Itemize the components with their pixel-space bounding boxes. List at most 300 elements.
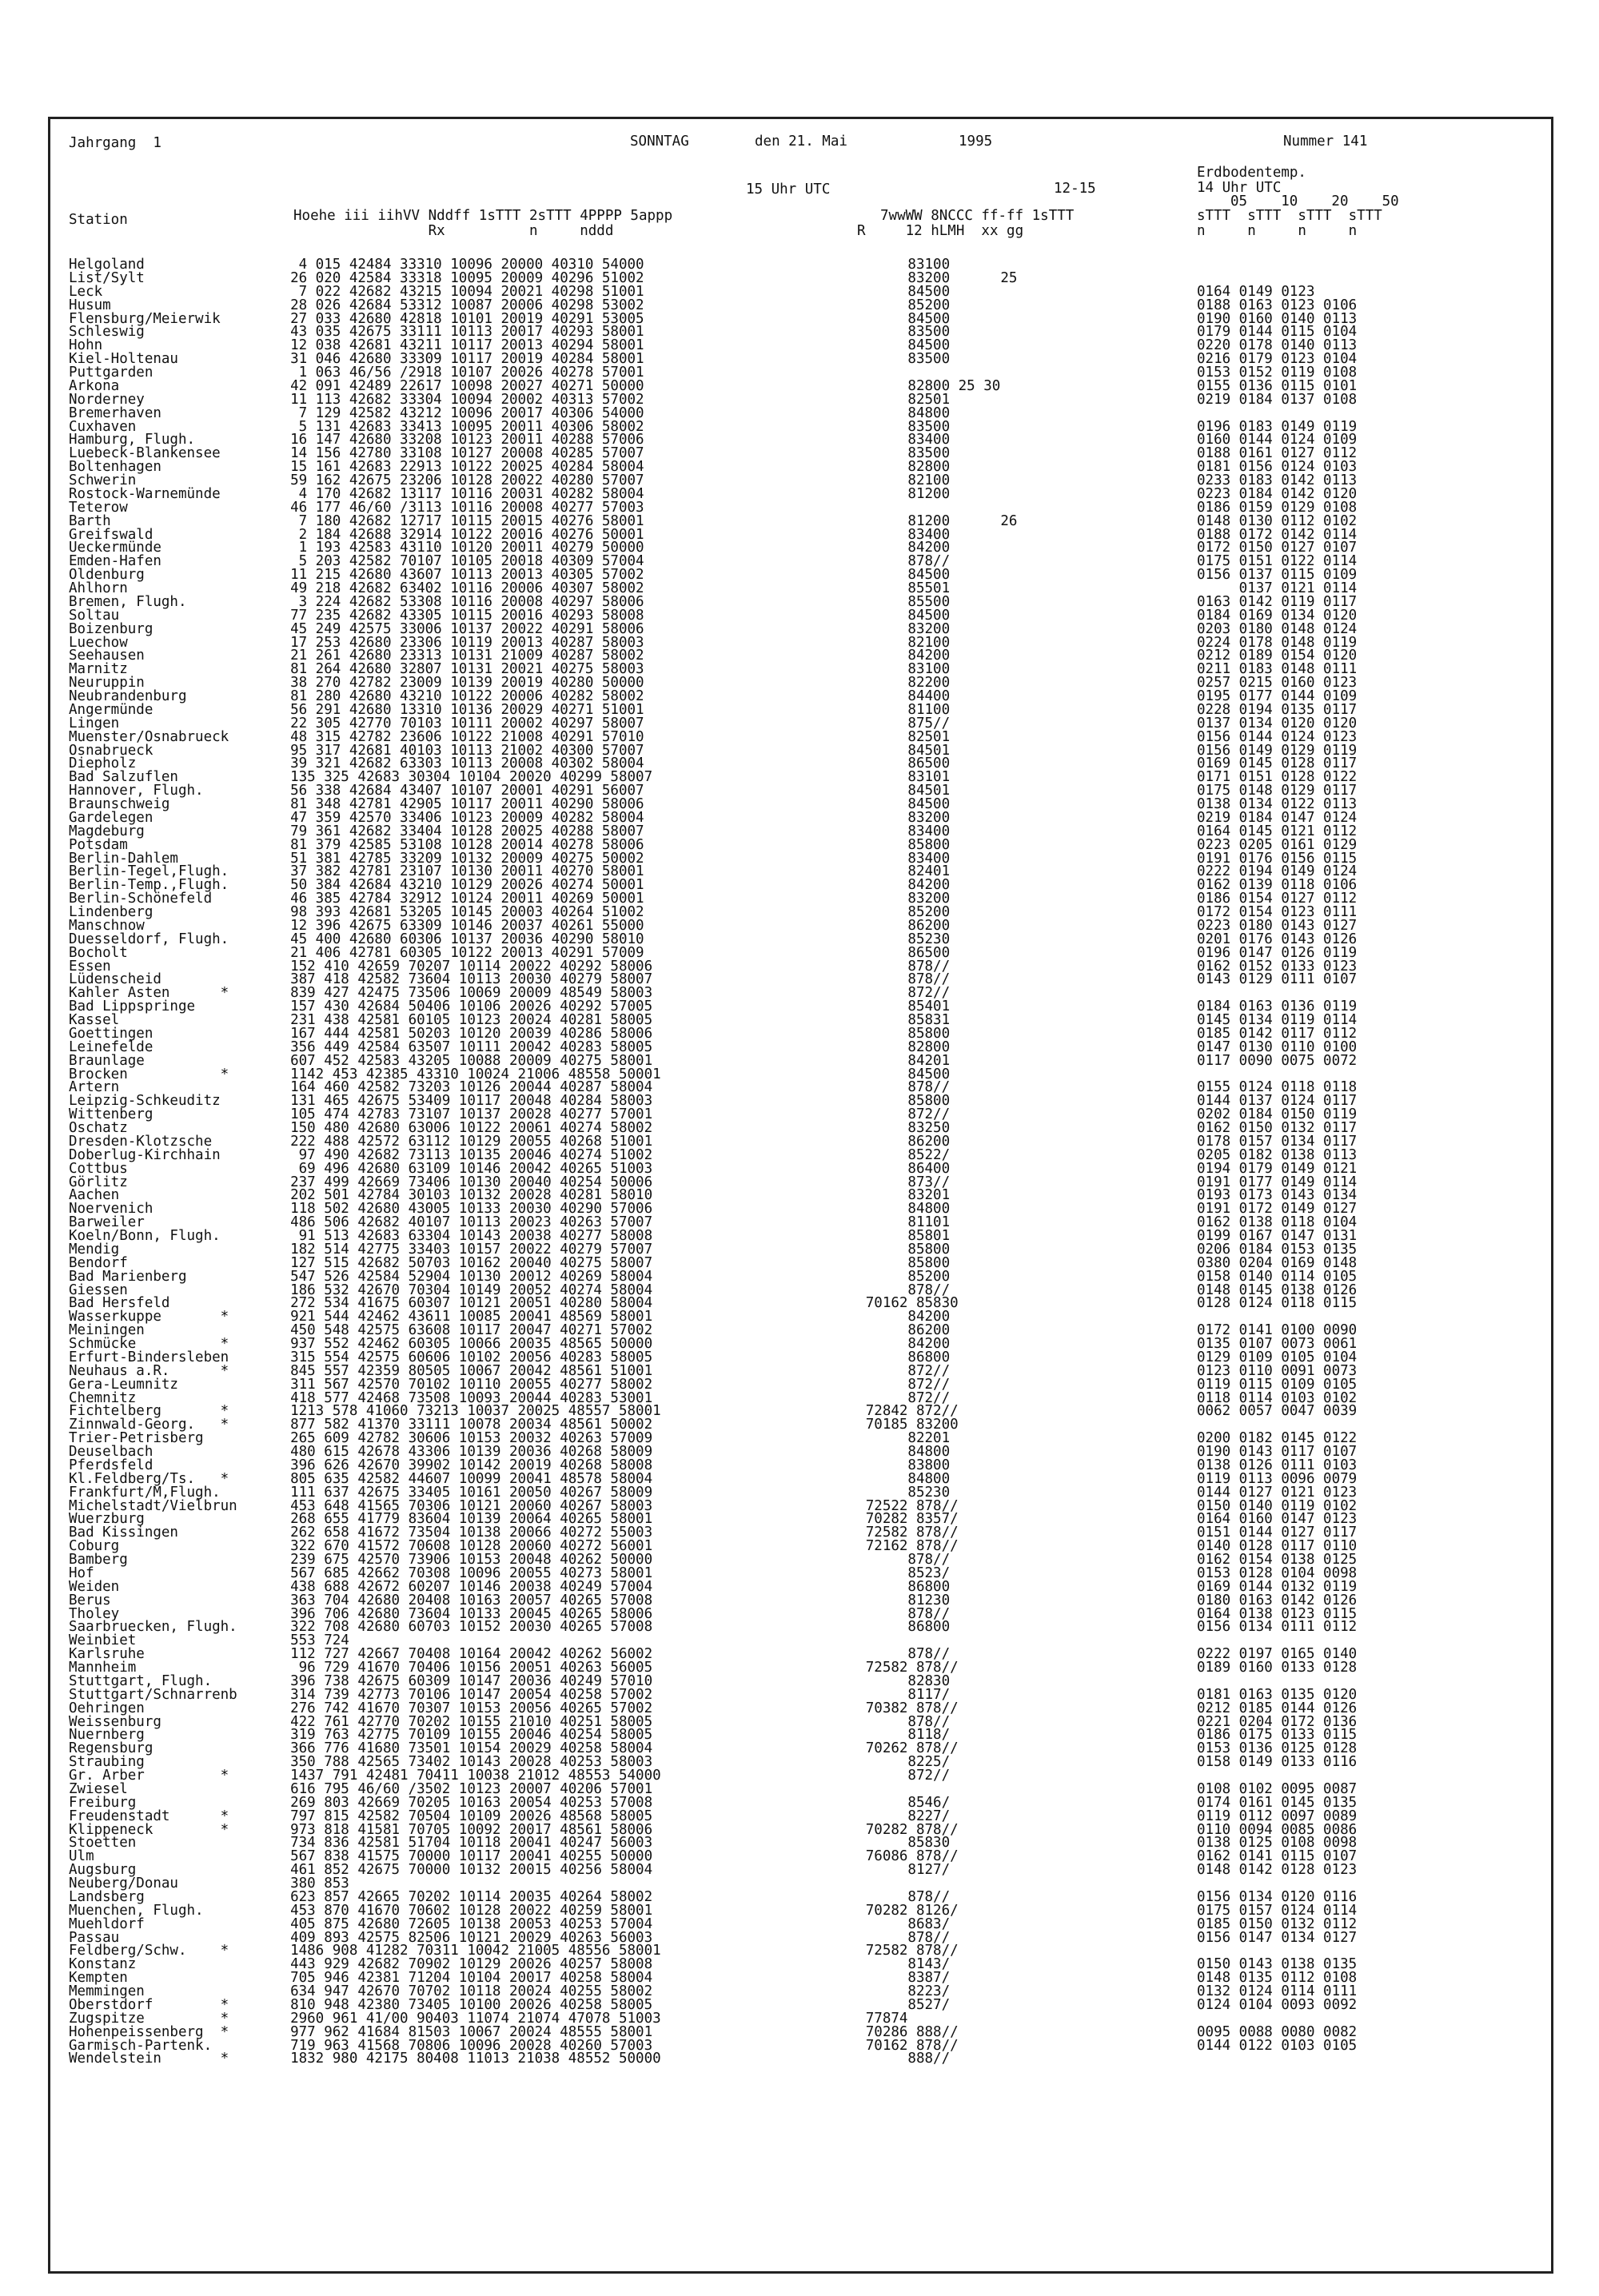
main-data-row: 95 317 42681 40103 10113 21002 40300 57007	[273, 742, 644, 759]
soil-temp-row: 0095 0088 0080 0082	[1197, 2023, 1358, 2040]
soil-temp-title: Erdbodentemp.	[1197, 165, 1306, 181]
station-name: Greifswald	[69, 526, 154, 543]
weather-data-row: 70162 85830	[807, 1295, 959, 1312]
main-data-row: 12 038 42681 43211 10117 20013 40294 58001	[273, 337, 644, 354]
soil-temp-row: 0160 0144 0124 0109	[1197, 432, 1358, 448]
weather-data-row: 72842 872//	[807, 1403, 959, 1420]
station-name: Neuruppin	[69, 675, 145, 692]
weather-data-row: 86400	[807, 1160, 951, 1177]
station-name: Mannheim	[69, 1660, 137, 1676]
station-name: Wendelstein *	[69, 2051, 229, 2067]
station-name: List/Sylt	[69, 269, 145, 286]
station-name: Giessen	[69, 1282, 128, 1298]
soil-temp-row: 0162 0152 0133 0123	[1197, 958, 1358, 975]
main-data-row: 27 033 42680 42818 10101 20019 40291 53005	[273, 310, 644, 327]
weather-data-row: 85800	[807, 1241, 951, 1258]
station-name: Puttgarden	[69, 365, 154, 381]
station-name: Essen	[69, 958, 111, 975]
station-name: Bad Kissingen	[69, 1525, 178, 1541]
weather-data-row: 82800	[807, 1038, 951, 1055]
station-name: Trier-Petrisberg	[69, 1430, 204, 1447]
station-name: Garmisch-Partenk.	[69, 2037, 213, 2054]
weather-data-row: 8127/	[807, 1862, 951, 1879]
weather-data-row: 85800	[807, 1093, 951, 1110]
soil-temp-row: 0135 0107 0073 0061	[1197, 1336, 1358, 1352]
weather-data-row: 872//	[807, 985, 951, 1002]
station-name: Tholey	[69, 1605, 120, 1622]
main-data-row: 396 626 42670 39902 10142 20019 40268 58008	[273, 1457, 653, 1473]
soil-temp-row: 0223 0180 0143 0127	[1197, 917, 1358, 934]
weather-data-row: 8227/	[807, 1808, 951, 1824]
weather-data-row: 83400	[807, 850, 951, 867]
weather-data-row: 84500	[807, 310, 951, 327]
main-data-row: 319 763 42775 70109 10155 20046 40254 58005	[273, 1727, 653, 1744]
main-data-row: 97 490 42682 73113 10135 20046 40274 51002	[273, 1146, 653, 1163]
soil-temp-row: 0212 0185 0144 0126	[1197, 1700, 1358, 1716]
station-name: Straubing	[69, 1754, 145, 1771]
main-data-row: 7 022 42682 43215 10094 20021 40298 51001	[273, 283, 644, 300]
station-name: Bremerhaven	[69, 405, 161, 421]
station-name: Saarbruecken, Flugh.	[69, 1619, 237, 1636]
station-name: Freudenstadt *	[69, 1808, 229, 1824]
weather-data-row: 878//	[807, 1282, 951, 1298]
soil-temp-row: 0108 0102 0095 0087	[1197, 1780, 1358, 1797]
weather-data-row: 82800	[807, 459, 951, 476]
station-name: Ulm	[69, 1848, 94, 1865]
station-name: Klippeneck *	[69, 1821, 229, 1838]
main-data-row: 553 724	[273, 1632, 349, 1649]
main-data-row: 1437 791 42481 70411 10038 21012 48553 54000	[273, 1768, 661, 1784]
soil-temp-row: 0222 0197 0165 0140	[1197, 1646, 1358, 1663]
main-data-row: 450 548 42575 63608 10117 20047 40271 57002	[273, 1322, 653, 1339]
main-data-row: 59 162 42675 23206 10128 20022 40280 57007	[273, 472, 644, 488]
station-name: Stuttgart, Flugh.	[69, 1672, 213, 1689]
weather-data-row: 872//	[807, 1362, 951, 1379]
main-data-row: 182 514 42775 33403 10157 20022 40279 57007	[273, 1241, 653, 1258]
soil-temp-row: 0153 0152 0119 0108	[1197, 365, 1358, 381]
main-data-row: 56 338 42684 43407 10107 20001 40291 56007	[273, 783, 644, 799]
weather-data-row: 84200	[807, 540, 951, 556]
station-name: Zugspitze *	[69, 2010, 229, 2027]
main-data-row: 486 506 42682 40107 10113 20023 40263 57007	[273, 1214, 653, 1231]
weather-data-row: 8683/	[807, 1915, 951, 1932]
main-data-row: 167 444 42581 50203 10120 20039 40286 58006	[273, 1025, 653, 1042]
weather-data-row: 82201	[807, 1430, 951, 1447]
period-label: 12-15	[1054, 181, 1096, 197]
station-name: Meiningen	[69, 1322, 145, 1339]
soil-temp-row: 0164 0138 0123 0115	[1197, 1605, 1358, 1622]
main-data-column	[273, 258, 661, 2066]
main-data-row: 443 929 42682 70902 10129 20026 40257 58008	[273, 1956, 653, 1973]
soil-temp-row: 0219 0184 0147 0124	[1197, 809, 1358, 826]
main-data-row: 839 427 42475 73506 10069 20009 48549 58003	[273, 985, 653, 1002]
issue-number: Nummer 141	[1283, 134, 1368, 149]
weather-data-row: 83500	[807, 324, 951, 341]
weather-data-row: 70282 8126/	[807, 1902, 959, 1919]
soil-temp-row: 0156 0144 0124 0123	[1197, 728, 1358, 745]
wx-header-2: 12 hLMH xx gg	[880, 223, 1024, 239]
main-data-row: 268 655 41779 83604 10139 20064 40265 58001	[273, 1511, 653, 1528]
weekday-label: SONNTAG	[630, 134, 689, 149]
main-data-row: 5 203 42582 70107 10105 20018 40309 57004	[273, 553, 644, 570]
station-name: Diepholz	[69, 755, 137, 772]
station-name: Leinefelde	[69, 1038, 154, 1055]
station-name: Leipzig-Schkeuditz	[69, 1093, 221, 1110]
station-name: Weissenburg	[69, 1713, 161, 1730]
main-data-row: 265 609 42782 30606 10153 20032 40263 57009	[273, 1430, 653, 1447]
station-name: Goettingen	[69, 1025, 154, 1042]
station-name: Kl.Feldberg/Ts. *	[69, 1470, 229, 1487]
soil-temp-row: 0216 0179 0123 0104	[1197, 351, 1358, 368]
station-name: Norderney	[69, 391, 145, 408]
weather-data-row: 872//	[807, 1389, 951, 1406]
station-name: Ahlhorn	[69, 580, 128, 596]
station-name: Boltenhagen	[69, 459, 161, 476]
main-data-row: 315 554 42575 60606 10102 20056 40283 58005	[273, 1349, 653, 1365]
soil-temp-row: 0202 0184 0150 0119	[1197, 1106, 1358, 1123]
date-label: den 21. Mai	[755, 134, 847, 149]
main-data-row: 56 291 42680 13310 10136 20029 40271 51001	[273, 701, 644, 718]
main-data-row: 202 501 42784 30103 10132 20028 40281 58010	[273, 1187, 653, 1204]
main-data-row: 46 177 46/60 /3113 10116 20008 40277 57003	[273, 499, 644, 516]
weather-data-row: 83250	[807, 1120, 951, 1136]
soil-temp-row	[1197, 407, 1357, 421]
weather-data-row: 84200	[807, 877, 951, 894]
weather-data-row: 86200	[807, 1133, 951, 1150]
station-name: Passau	[69, 1929, 120, 1946]
station-name: Nuernberg	[69, 1727, 145, 1744]
main-data-row: 112 727 42667 70408 10164 20042 40262 56002	[273, 1646, 653, 1663]
main-data-row: 222 488 42572 63112 10129 20055 40268 51001	[273, 1133, 653, 1150]
soil-temp-row: 0194 0179 0149 0121	[1197, 1160, 1358, 1177]
station-name: Schleswig	[69, 324, 145, 341]
station-name: Potsdam	[69, 836, 128, 853]
soil-temp-row: 0153 0136 0125 0128	[1197, 1740, 1358, 1757]
soil-temp-row: 0172 0150 0127 0107	[1197, 540, 1358, 556]
weather-data-row: 84800	[807, 1470, 951, 1487]
soil-temp-row: 0219 0184 0137 0108	[1197, 391, 1358, 408]
station-name: Soltau	[69, 607, 120, 624]
main-data-row: 239 675 42570 73906 10153 20048 40262 50000	[273, 1552, 653, 1568]
weather-data-row: 70286 888//	[807, 2023, 959, 2040]
main-data-row: 276 742 41670 70307 10153 20056 40265 57002	[273, 1700, 653, 1716]
main-data-row: 734 836 42581 51704 10118 20041 40247 56003	[273, 1835, 653, 1852]
weather-data-row: 81200	[807, 485, 951, 502]
soil-temp-row: 0222 0194 0149 0124	[1197, 863, 1358, 880]
station-name: Emden-Hafen	[69, 553, 161, 570]
station-name: Arkona	[69, 377, 120, 394]
soil-temp-row: 0137 0121 0114	[1197, 580, 1358, 596]
soil-temp-row: 0172 0141 0100 0090	[1197, 1322, 1358, 1339]
weather-data-row: 84800	[807, 405, 951, 421]
station-name: Landsberg	[69, 1888, 145, 1905]
station-name: Pferdsfeld	[69, 1457, 154, 1473]
weather-data-row: 81230	[807, 1592, 951, 1608]
soil-temp-row: 0137 0134 0120 0120	[1197, 715, 1358, 731]
station-name: Zwiesel	[69, 1780, 128, 1797]
weather-data-row: 878//	[807, 553, 951, 570]
main-data-row: 12 396 42675 63309 10146 20037 40261 55000	[273, 917, 644, 934]
weather-data-row: 72522 878//	[807, 1497, 959, 1514]
weather-data-row: 86500	[807, 944, 951, 961]
station-name: Berlin-Schönefeld	[69, 891, 213, 907]
station-name: Memmingen	[69, 1983, 145, 1999]
station-name: Helgoland	[69, 257, 145, 273]
main-data-row: 977 962 41684 81503 10067 20024 48555 58001	[273, 2023, 653, 2040]
station-name: Noervenich	[69, 1201, 154, 1218]
soil-temp-row: 0181 0163 0135 0120	[1197, 1686, 1358, 1703]
main-data-row: 1486 908 41282 70311 10042 21005 48556 58001	[273, 1943, 661, 1959]
main-data-row: 845 557 42359 80505 10067 20042 48561 51001	[273, 1362, 653, 1379]
station-name: Rostock-Warnemünde	[69, 485, 221, 502]
soil-temp-row: 0143 0129 0111 0107	[1197, 971, 1358, 988]
soil-temp-row: 0156 0134 0111 0112	[1197, 1619, 1358, 1636]
soil-temp-row: 0153 0128 0104 0098	[1197, 1565, 1358, 1581]
soil-temp-row: 0188 0161 0127 0112	[1197, 445, 1358, 462]
weather-data-row: 83400	[807, 526, 951, 543]
station-name: Oldenburg	[69, 567, 145, 584]
main-data-row: 7 129 42582 43212 10096 20017 40306 54000	[273, 405, 644, 421]
main-data-row: 164 460 42582 73203 10126 20044 40287 58004	[273, 1079, 653, 1096]
soil-temp-row: 0155 0136 0115 0101	[1197, 377, 1358, 394]
soil-temp-row: 0186 0154 0127 0112	[1197, 891, 1358, 907]
soil-temp-row: 0199 0167 0147 0131	[1197, 1228, 1358, 1244]
station-name: Braunlage	[69, 1052, 145, 1069]
main-data-row: 1832 980 42175 80408 11013 21038 48552 50000	[273, 2051, 661, 2067]
station-name: Dresden-Klotzsche	[69, 1133, 213, 1150]
soil-temp-row: 0175 0157 0124 0114	[1197, 1902, 1358, 1919]
main-data-row: 15 161 42683 22913 10122 20025 40284 58004	[273, 459, 644, 476]
main-data-row: 43 035 42675 33111 10113 20017 40293 58001	[273, 324, 644, 341]
weather-data-row: 888//	[807, 2051, 951, 2067]
main-data-row: 269 803 42669 70205 10163 20054 40253 57008	[273, 1794, 653, 1811]
weather-data-row: 84800	[807, 1201, 951, 1218]
weather-data-row: 84501	[807, 742, 951, 759]
main-data-row: 157 430 42684 50406 10106 20026 40292 57005	[273, 999, 653, 1015]
weather-data-row: 84201	[807, 1052, 951, 1069]
soil-temp-row: 0118 0114 0103 0102	[1197, 1389, 1358, 1406]
soil-temp-row: 0186 0159 0129 0108	[1197, 499, 1358, 516]
weather-data-row: 8117/	[807, 1686, 951, 1703]
station-name: Görlitz	[69, 1174, 128, 1190]
weather-data-row: 84501	[807, 783, 951, 799]
main-data-row: 805 635 42582 44607 10099 20041 48578 58004	[273, 1470, 653, 1487]
soil-temp-row: 0144 0127 0121 0123	[1197, 1484, 1358, 1501]
main-data-row: 322 670 41572 70608 10128 20060 40272 56001	[273, 1538, 653, 1555]
station-name: Lüdenscheid	[69, 971, 161, 988]
soil-temp-row: 0228 0194 0135 0117	[1197, 701, 1358, 718]
soil-temp-row: 0195 0177 0144 0109	[1197, 688, 1358, 704]
main-data-row: 231 438 42581 60105 10123 20024 40281 58005	[273, 1012, 653, 1028]
soil-temp-row: 0220 0178 0140 0113	[1197, 337, 1358, 354]
station-name: Zinnwald-Georg. *	[69, 1417, 229, 1433]
main-data-row: 152 410 42659 70207 10114 20022 40292 58006	[273, 958, 653, 975]
weather-data-row: 70282 8357/	[807, 1511, 959, 1528]
main-data-row: 422 761 42770 70202 10155 21010 40251 58005	[273, 1713, 653, 1730]
soil-temp-row: 0181 0156 0124 0103	[1197, 459, 1358, 476]
station-name: Luechow	[69, 634, 128, 651]
weather-data-row: 86200	[807, 917, 951, 934]
station-name: Augsburg	[69, 1862, 137, 1879]
soil-temp-time: 14 Uhr UTC	[1197, 180, 1282, 196]
main-data-row: 921 544 42462 43611 10085 20041 48569 58001	[273, 1309, 653, 1325]
soil-temp-row: 0163 0142 0119 0117	[1197, 593, 1358, 610]
weather-data-row: 85500	[807, 593, 951, 610]
main-data-row: 1 193 42583 43110 10120 20011 40279 50000	[273, 540, 644, 556]
station-name: Gr. Arber *	[69, 1768, 229, 1784]
station-name: Bendorf	[69, 1254, 128, 1271]
main-data-row: 1 063 46/56 /2918 10107 20026 40278 57001	[273, 365, 644, 381]
weather-data-row: 872//	[807, 1376, 951, 1393]
station-name: Muehldorf	[69, 1915, 145, 1932]
weather-data-row: 84500	[807, 283, 951, 300]
weather-data-row: 85230	[807, 931, 951, 947]
soil-header-2: n n n n	[1197, 223, 1358, 239]
main-data-row: 37 382 42781 23107 10130 20011 40270 58001	[273, 863, 644, 880]
weather-data-row: 878//	[807, 1552, 951, 1568]
weather-data-row: 8527/	[807, 1996, 951, 2013]
main-data-row: 237 499 42669 73406 10130 20040 40254 50006	[273, 1174, 653, 1190]
weather-data-row: 84200	[807, 1336, 951, 1352]
weather-data-row: 875//	[807, 715, 951, 731]
soil-temp-row: 0223 0205 0161 0129	[1197, 836, 1358, 853]
main-data-row: 461 852 42675 70000 10132 20015 40256 58004	[273, 1862, 653, 1879]
weather-data-row: 85200	[807, 904, 951, 920]
soil-temp-row: 0132 0124 0114 0111	[1197, 1983, 1358, 1999]
soil-temp-row: 0123 0110 0091 0073	[1197, 1362, 1358, 1379]
weather-data-row: 872//	[807, 1106, 951, 1123]
station-name: Bremen, Flugh.	[69, 593, 187, 610]
soil-temp-row: 0124 0104 0093 0092	[1197, 1996, 1358, 2013]
weather-data-row: 76086 878//	[807, 1848, 959, 1865]
main-data-row: 31 046 42680 33309 10117 20019 40284 58001	[273, 351, 644, 368]
weather-data-row: 85831	[807, 1012, 951, 1028]
main-data-row: 311 567 42570 70102 10110 20055 40277 58002	[273, 1376, 653, 1393]
weather-data-row: 82800 25 30	[807, 377, 1001, 394]
main-data-row: 396 738 42675 60309 10147 20036 40249 57010	[273, 1672, 653, 1689]
soil-temp-row: 0164 0145 0121 0112	[1197, 823, 1358, 839]
weather-data-row: 878//	[807, 958, 951, 975]
station-name: Kiel-Holtenau	[69, 351, 178, 368]
station-name: Duesseldorf, Flugh.	[69, 931, 229, 947]
station-name: Schwerin	[69, 472, 137, 488]
main-data-row: 150 480 42680 63006 10122 20061 40274 58002	[273, 1120, 653, 1136]
weather-data-row: 84500	[807, 1066, 951, 1082]
station-name: Berlin-Temp.,Flugh.	[69, 877, 229, 894]
weather-data-row: 83101	[807, 769, 951, 786]
main-data-row: 77 235 42682 43305 10115 20016 40293 58008	[273, 607, 644, 624]
station-name: Angermünde	[69, 701, 154, 718]
soil-temp-row: 0145 0134 0119 0114	[1197, 1012, 1358, 1028]
main-data-row: 405 875 42680 72605 10138 20053 40253 57004	[273, 1915, 653, 1932]
weather-data-row: 83100	[807, 257, 951, 273]
main-data-row: 45 400 42680 60306 10137 20036 40290 58010	[273, 931, 644, 947]
main-data-row: 2 184 42688 32914 10122 20016 40276 50001	[273, 526, 644, 543]
weather-data-row: 72582 878//	[807, 1943, 959, 1959]
station-name: Magdeburg	[69, 823, 145, 839]
station-name: Neuberg/Donau	[69, 1875, 178, 1891]
weather-data-row: 8143/	[807, 1956, 951, 1973]
main-data-row: 973 818 41581 70705 10092 20017 48561 58006	[273, 1821, 653, 1838]
soil-temp-row: 0186 0175 0133 0115	[1197, 1727, 1358, 1744]
main-data-row: 5 131 42683 33413 10095 20011 40306 58002	[273, 418, 644, 435]
soil-temp-row: 0203 0180 0148 0124	[1197, 620, 1358, 637]
station-name: Fichtelberg *	[69, 1403, 229, 1420]
main-data-row: 356 449 42584 63507 10111 20042 40283 58005	[273, 1038, 653, 1055]
main-data-row: 79 361 42682 33404 10128 20025 40288 58007	[273, 823, 644, 839]
main-data-row: 4 015 42484 33310 10096 20000 40310 54000	[273, 257, 644, 273]
soil-temp-row: 0129 0109 0105 0104	[1197, 1349, 1358, 1365]
station-name: Cottbus	[69, 1160, 128, 1177]
station-name: Bad Hersfeld	[69, 1295, 170, 1312]
main-data-row: 453 870 41670 70602 10128 20022 40259 58001	[273, 1902, 653, 1919]
soil-temp-row: 0117 0090 0075 0072	[1197, 1052, 1358, 1069]
main-data-row: 634 947 42670 70702 10118 20024 40255 58002	[273, 1983, 653, 1999]
soil-temp-row: 0380 0204 0169 0148	[1197, 1254, 1358, 1271]
main-data-row: 797 815 42582 70504 10109 20026 48568 58005	[273, 1808, 653, 1824]
station-name: Weinbiet	[69, 1632, 137, 1649]
main-data-row: 623 857 42665 70202 10114 20035 40264 58002	[273, 1888, 653, 1905]
soil-temp-row: 0184 0169 0134 0120	[1197, 607, 1358, 624]
station-name: Koeln/Bonn, Flugh.	[69, 1228, 221, 1244]
station-name: Kempten	[69, 1970, 128, 1987]
main-data-row: 38 270 42782 23009 10139 20019 40280 50000	[273, 675, 644, 692]
main-data-row: 3 224 42682 53308 10116 20008 40297 58006	[273, 593, 644, 610]
station-name: Erfurt-Bindersleben	[69, 1349, 229, 1365]
weather-data-row: 81101	[807, 1214, 951, 1231]
main-data-row: 567 838 41575 70000 10117 20041 40255 50000	[273, 1848, 653, 1865]
station-name: Frankfurt/M,Flugh.	[69, 1484, 221, 1501]
soil-temp-row: 0156 0134 0120 0116	[1197, 1888, 1358, 1905]
soil-temp-row: 0201 0176 0143 0126	[1197, 931, 1358, 947]
weather-data-row: 873//	[807, 1174, 951, 1190]
station-header: Station	[69, 212, 128, 228]
soil-depths: 05 10 20 50	[1230, 193, 1399, 209]
main-data-row: 547 526 42584 52904 10130 20012 40269 58004	[273, 1268, 653, 1285]
soil-temp-row: 0144 0122 0103 0105	[1197, 2037, 1358, 2054]
station-name: Muenster/Osnabrueck	[69, 728, 229, 745]
station-name: Lingen	[69, 715, 120, 731]
station-name: Stuttgart/Schnarrenb	[69, 1686, 237, 1703]
weather-data-row: 85401	[807, 999, 951, 1015]
station-name: Doberlug-Kirchhain	[69, 1146, 221, 1163]
weather-data-row: 83100	[807, 661, 951, 678]
weather-data-row: 85830	[807, 1835, 951, 1852]
station-name: Muenchen, Flugh.	[69, 1902, 204, 1919]
weather-data-row: 70382 878//	[807, 1700, 959, 1716]
weather-data-row: 83500	[807, 418, 951, 435]
main-data-row: 350 788 42565 73402 10143 20028 40253 58003	[273, 1754, 653, 1771]
station-name: Hohenpeissenberg *	[69, 2023, 229, 2040]
soil-temp-row: 0158 0140 0114 0105	[1197, 1268, 1358, 1285]
main-data-row: 118 502 42680 43005 10133 20030 40290 57006	[273, 1201, 653, 1218]
wx-header-1: 7wwWW 8NCCC ff-ff 1sTTT	[880, 208, 1075, 224]
main-data-row: 409 893 42575 82506 10121 20029 40263 56003	[273, 1929, 653, 1946]
weather-data-row: 85501	[807, 580, 951, 596]
station-name: Neubrandenburg	[69, 688, 187, 704]
main-data-row: 719 963 41568 70806 10096 20028 40260 57003	[273, 2037, 653, 2054]
main-data-row: 49 218 42682 63402 10116 20006 40307 58002	[273, 580, 644, 596]
weather-data-row: 86800	[807, 1349, 951, 1365]
soil-temp-row: 0162 0154 0138 0125	[1197, 1552, 1358, 1568]
station-name: Barth	[69, 512, 111, 529]
soil-temp-row: 0148 0135 0112 0108	[1197, 1970, 1358, 1987]
soil-temp-row: 0148 0130 0112 0102	[1197, 512, 1358, 529]
main-data-row: 42 091 42489 22617 10098 20027 40271 50000	[273, 377, 644, 394]
weather-data-row: 8523/	[807, 1565, 951, 1581]
weather-data-row: 8223/	[807, 1983, 951, 1999]
soil-temp-row: 0196 0183 0149 0119	[1197, 418, 1358, 435]
